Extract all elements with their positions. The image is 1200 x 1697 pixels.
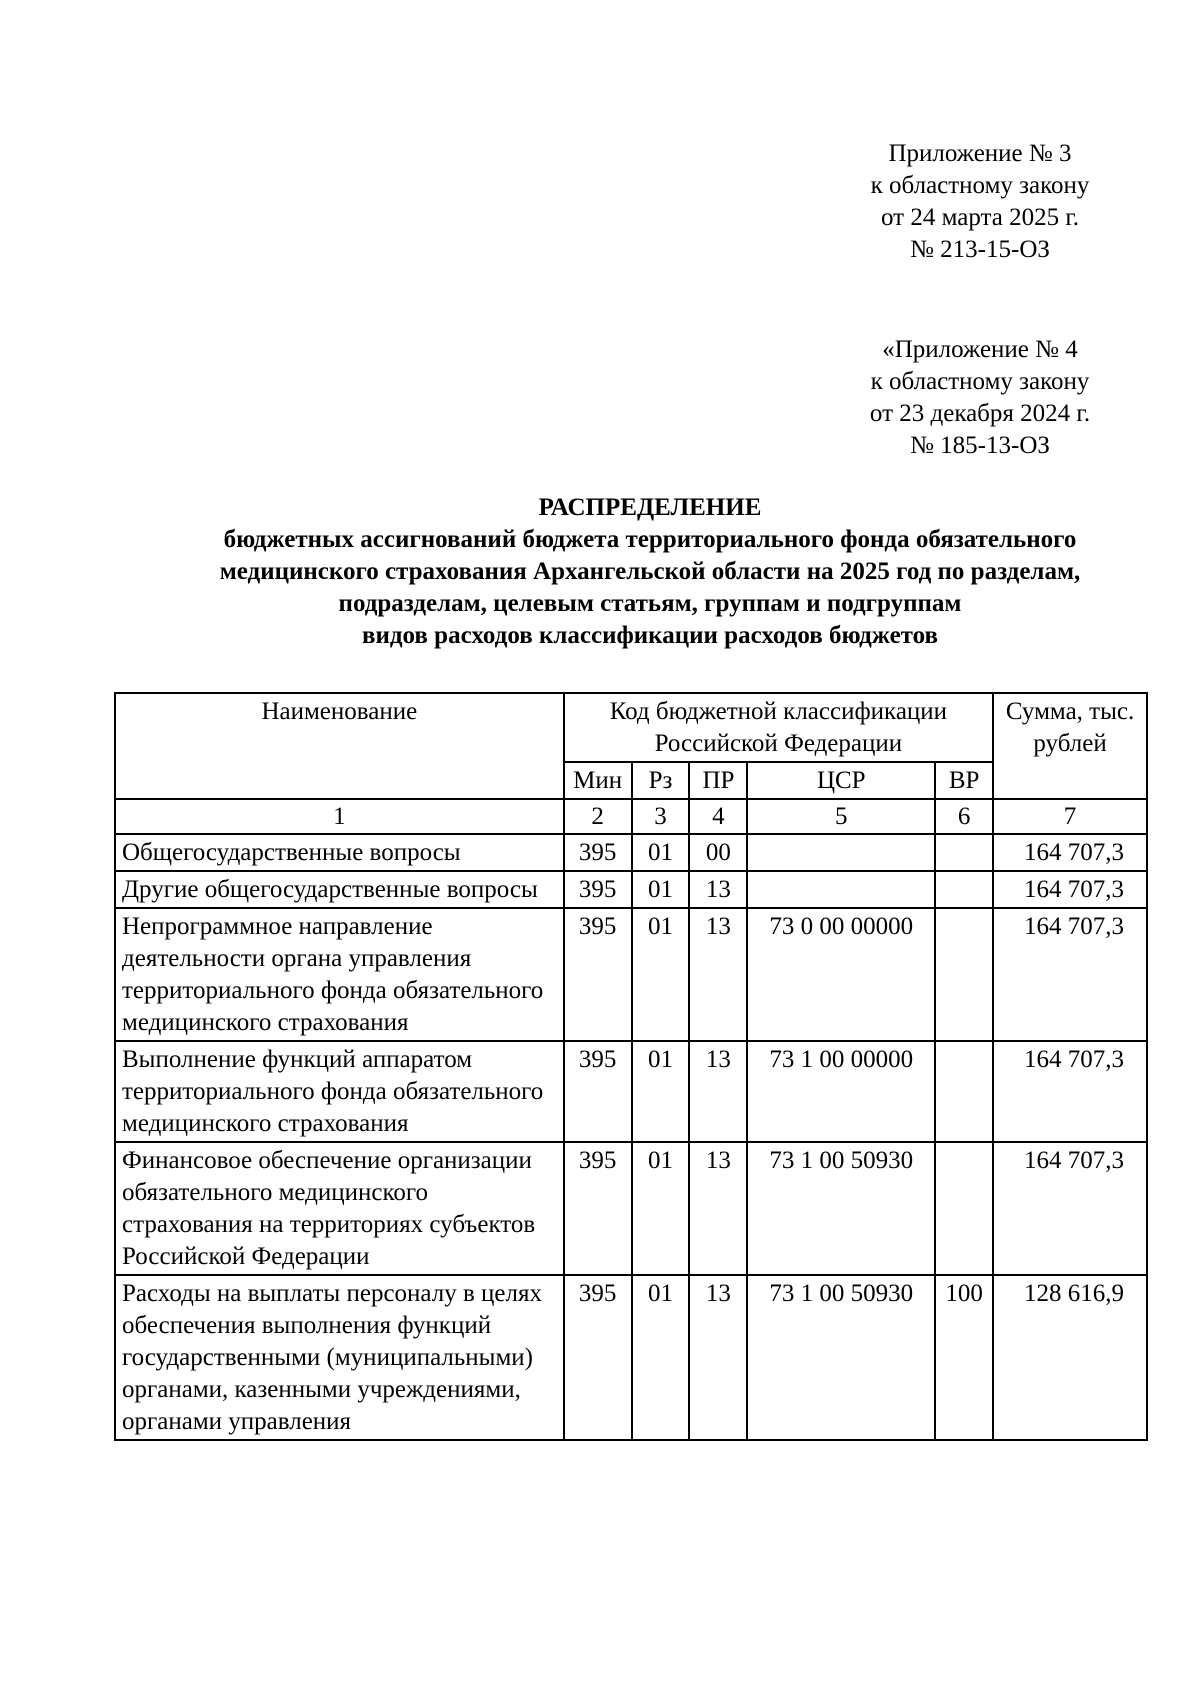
row-min: 395	[564, 1142, 632, 1275]
appendix-law-number: № 213-15-ОЗ	[910, 236, 1050, 263]
header-name: Наименование	[115, 693, 564, 799]
row-vr	[935, 834, 993, 871]
row-csr	[747, 834, 935, 871]
row-rz: 01	[632, 1142, 690, 1275]
document-title	[100, 492, 1200, 652]
row-pr: 13	[689, 1041, 747, 1142]
header-sum: Сумма, тыс. рублей	[993, 693, 1147, 799]
row-name: Финансовое обеспечение организации обязательного медицинского страхования на территориях субъектов Российской Федерации	[115, 1142, 564, 1275]
budget-allocation-table	[114, 692, 1148, 1441]
row-name: Расходы на выплаты персоналу в целях обеспечения выполнения функций государственными (муниципальными) органами, казенными учреждениями, органами управления	[115, 1275, 564, 1440]
row-sum: 128 616,9	[993, 1275, 1147, 1440]
column-number-row	[115, 799, 1147, 834]
table-row	[115, 1041, 1147, 1142]
appendix-number: Приложение № 3	[888, 140, 1072, 167]
row-vr: 100	[935, 1275, 993, 1440]
appendix-header	[830, 138, 1130, 266]
row-csr: 73 1 00 50930	[747, 1142, 935, 1275]
row-sum: 164 707,3	[993, 871, 1147, 908]
title-line: подразделам, целевым статьям, группам и подгруппам	[338, 590, 962, 617]
row-min: 395	[564, 908, 632, 1041]
row-name: Непрограммное направление деятельности органа управления территориального фонда обязательного медицинского страхования	[115, 908, 564, 1041]
row-name: Общегосударственные вопросы	[115, 834, 564, 871]
original-appendix-number: «Приложение № 4	[882, 336, 1078, 363]
column-number: 5	[747, 799, 935, 834]
column-number: 2	[564, 799, 632, 834]
row-pr: 13	[689, 1142, 747, 1275]
row-sum: 164 707,3	[993, 908, 1147, 1041]
row-pr: 13	[689, 871, 747, 908]
column-number: 7	[993, 799, 1147, 834]
table-row	[115, 1275, 1147, 1440]
title-line: бюджетных ассигнований бюджета территориального фонда обязательного	[223, 526, 1077, 553]
column-number: 1	[115, 799, 564, 834]
row-rz: 01	[632, 1275, 690, 1440]
appendix-law-date: от 24 марта 2025 г.	[880, 204, 1080, 231]
table-row	[115, 908, 1147, 1041]
row-vr	[935, 871, 993, 908]
row-sum: 164 707,3	[993, 1142, 1147, 1275]
row-min: 395	[564, 1041, 632, 1142]
table-row	[115, 871, 1147, 908]
row-min: 395	[564, 834, 632, 871]
original-law-number: № 185-13-ОЗ	[910, 432, 1050, 459]
row-vr	[935, 908, 993, 1041]
column-number: 3	[632, 799, 690, 834]
row-pr: 13	[689, 908, 747, 1041]
column-number: 4	[689, 799, 747, 834]
original-appendix-header	[830, 334, 1130, 462]
header-rz: Рз	[632, 762, 690, 799]
row-vr	[935, 1142, 993, 1275]
table-row	[115, 834, 1147, 871]
header-vr: ВР	[935, 762, 993, 799]
row-rz: 01	[632, 908, 690, 1041]
row-pr: 00	[689, 834, 747, 871]
row-min: 395	[564, 871, 632, 908]
header-csr: ЦСР	[747, 762, 935, 799]
row-sum: 164 707,3	[993, 834, 1147, 871]
row-csr: 73 1 00 00000	[747, 1041, 935, 1142]
original-law-reference: к областному закону	[870, 368, 1090, 395]
row-csr: 73 1 00 50930	[747, 1275, 935, 1440]
row-rz: 01	[632, 1041, 690, 1142]
column-number: 6	[935, 799, 993, 834]
row-name: Выполнение функций аппаратом территориального фонда обязательного медицинского страхования	[115, 1041, 564, 1142]
row-vr	[935, 1041, 993, 1142]
row-name: Другие общегосударственные вопросы	[115, 871, 564, 908]
header-min: Мин	[564, 762, 632, 799]
original-law-date: от 23 декабря 2024 г.	[869, 400, 1091, 427]
row-pr: 13	[689, 1275, 747, 1440]
title-heading: РАСПРЕДЕЛЕНИЕ	[538, 494, 762, 521]
header-code-group: Код бюджетной классификации Российской Федерации	[564, 693, 993, 762]
appendix-law-reference: к областному закону	[870, 172, 1090, 199]
title-line: медицинского страхования Архангельской области на 2025 год по разделам,	[219, 558, 1081, 585]
row-sum: 164 707,3	[993, 1041, 1147, 1142]
row-csr: 73 0 00 00000	[747, 908, 935, 1041]
title-line: видов расходов классификации расходов бюджетов	[362, 622, 938, 649]
row-csr	[747, 871, 935, 908]
row-rz: 01	[632, 871, 690, 908]
row-rz: 01	[632, 834, 690, 871]
row-min: 395	[564, 1275, 632, 1440]
header-pr: ПР	[689, 762, 747, 799]
table-row	[115, 1142, 1147, 1275]
